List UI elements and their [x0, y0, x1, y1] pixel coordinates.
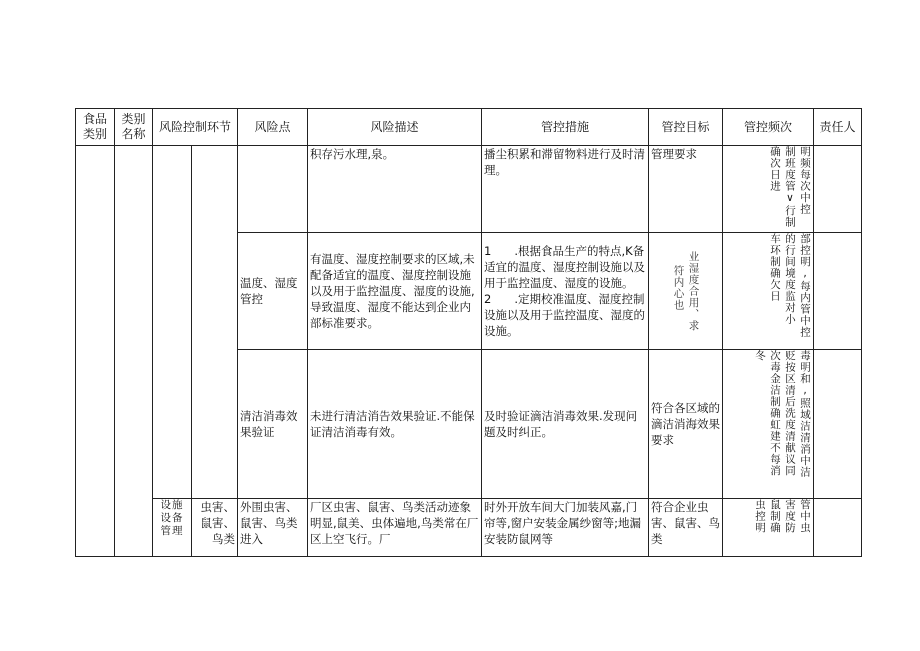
header-food-category: 食品类别 [76, 109, 115, 146]
header-risk-point: 风险点 [238, 109, 308, 146]
control-main-cell [153, 499, 192, 557]
measures-cell [482, 233, 649, 350]
measures-cell: 及时验证滴洁消毒效果.发现问题及时纠正。 [482, 350, 649, 499]
measure-item: 2 .定期校准温度、湿度控制设施以及用于监控温度、湿度的设施。 [484, 292, 646, 338]
header-risk-desc: 风险描述 [308, 109, 482, 146]
risk-point-cell: 外围虫害、鼠害、鸟类进入 [238, 499, 308, 557]
table-row [76, 146, 862, 233]
frequency-text: 害度防 [784, 499, 797, 534]
target-cell: 管理要求 [649, 146, 723, 233]
risk-point-cell: 清洁消毒效果验证 [238, 350, 308, 499]
risk-desc-cell: 有温度、湿度控制要求的区域,未配备适宜的温度、湿度控制设施以及用于监控温度、湿度的设施,导致温度、湿度不能达到企业内部标准要求。 [308, 233, 482, 350]
risk-control-table [75, 108, 862, 557]
frequency-text: 毒明和,照域洁清消中洁 [799, 350, 812, 478]
owner-cell [814, 499, 862, 557]
measures-cell: 播尘积累和滞留物料进行及时清理。 [482, 146, 649, 233]
owner-cell [814, 233, 862, 350]
frequency-text: 次毒金洁制确虹建不每消 [769, 350, 782, 477]
measures-cell: 时外开放车间大门加装风嘉,门帘等,窗户安装金属纱窗等;地漏安装防鼠网等 [482, 499, 649, 557]
header-measures: 管控措施 [482, 109, 649, 146]
header-category-name: 类别名称 [115, 109, 153, 146]
risk-desc-cell: 厂区虫害、鼠害、鸟类活动迹象明显,鼠美、虫体遍地,鸟类常在厂区上空飞行。厂 [308, 499, 482, 557]
target-cell: 符合各区域的滴洁消海效果要求 [649, 350, 723, 499]
food-category-cell [76, 146, 115, 557]
target-text: 符内心也 [672, 264, 685, 311]
frequency-text: 部控明,每内管中控 [799, 233, 812, 338]
target-cell [649, 233, 723, 350]
frequency-text: 贬按区清后洗度清献议同 [784, 350, 797, 477]
table-row [76, 499, 862, 557]
category-name-cell [115, 146, 153, 557]
header-target: 管控目标 [649, 109, 723, 146]
header-owner: 责任人 [814, 109, 862, 146]
frequency-cell [723, 233, 814, 350]
frequency-text: 确次日进 [769, 146, 782, 192]
frequency-text: 冬 [754, 350, 767, 362]
risk-desc-cell: 积存污水理,泉。 [308, 146, 482, 233]
owner-cell [814, 146, 862, 233]
frequency-text: 鼠制确 [769, 499, 782, 534]
frequency-cell [723, 499, 814, 557]
frequency-text: 虫控明 [754, 499, 767, 534]
frequency-text: 的行间境度监对小 [784, 233, 797, 325]
control-main-cell [153, 146, 192, 499]
target-text: 业湿度合用、求 [687, 250, 700, 332]
header-frequency: 管控频次 [723, 109, 814, 146]
header-control-link: 风险控制环节 [153, 109, 238, 146]
frequency-text: 车环制确欠日 [769, 233, 782, 302]
frequency-cell [723, 350, 814, 499]
risk-point-cell [238, 146, 308, 233]
frequency-text: 制班度管∨行制 [784, 146, 797, 228]
control-sub-cell [192, 146, 238, 499]
target-cell: 符合企业虫害、鼠害、鸟类 [649, 499, 723, 557]
frequency-text: 明频每次中控 [799, 146, 812, 215]
frequency-cell [723, 146, 814, 233]
control-sub-cell: 虫害、鼠害、鸟类 [192, 499, 238, 557]
measure-item: 1 .根据食品生产的特点,K备适宜的温度、湿度控制设施以及用于监控温度、湿度的设施。 [484, 244, 646, 290]
frequency-text: 管中虫 [799, 499, 812, 534]
owner-cell [814, 350, 862, 499]
risk-point-cell: 温度、湿度管控 [238, 233, 308, 350]
control-main-text: 设施设备管理 [160, 499, 184, 537]
risk-desc-cell: 未进行清洁消告效果验证.不能保证清洁消毒有效。 [308, 350, 482, 499]
header-row [76, 109, 862, 146]
